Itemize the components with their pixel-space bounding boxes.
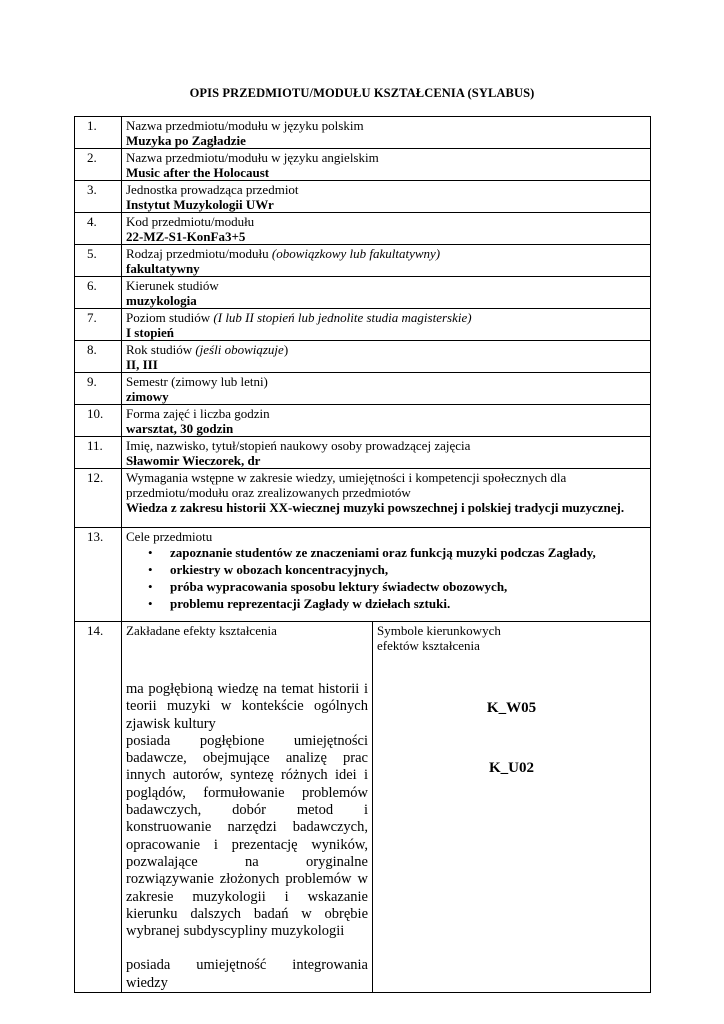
- row-label-text: Nazwa przedmiotu/modułu w języku polskim: [126, 118, 364, 133]
- table-row-2: [75, 149, 651, 181]
- row-value: I stopień: [126, 325, 175, 340]
- row-value: Wiedza z zakresu historii XX-wiecznej muzyki powszechnej i polskiej tradycji muzycznej.: [126, 500, 625, 515]
- row-value: 22-MZ-S1-KonFa3+5: [126, 229, 246, 244]
- row-number: 6.: [75, 277, 122, 309]
- row-number: 9.: [75, 373, 122, 405]
- goal-item: • próba wypracowania sposobu lektury świadectw obozowych,: [170, 578, 646, 595]
- row-number: 5.: [75, 245, 122, 277]
- row-content: [122, 149, 651, 181]
- document-title: OPIS PRZEDMIOTU/MODUŁU KSZTAŁCENIA (SYLABUS): [189, 86, 535, 100]
- row-number: 7.: [75, 309, 122, 341]
- row-number: 1.: [75, 117, 122, 149]
- table-row-8: [75, 341, 651, 373]
- row-label-note: (obowiązkowy lub fakultatywny): [271, 246, 441, 261]
- table-row-11: [75, 437, 651, 469]
- row-content: [122, 373, 651, 405]
- row-label-note: (jeśli obowiązuje: [195, 342, 284, 357]
- row-label-text: Forma zajęć i liczba godzin: [126, 406, 270, 421]
- table-row-3: [75, 181, 651, 213]
- effect-knowledge: ma pogłębioną wiedzę na temat historii i teorii muzyki w kontekście ogólnych zjawisk kultury: [126, 681, 368, 732]
- effect-competence: posiada umiejętność integrowania wiedzy: [126, 957, 368, 991]
- row-label: Wymagania wstępne w zakresie wiedzy, umiejętności i kompetencji społecznych dla przedmiotu/modułu oraz zrealizowanych przedmiotów: [126, 470, 567, 500]
- effects-label: Zakładane efekty kształcenia: [126, 623, 277, 638]
- table-row-5: [75, 245, 651, 277]
- row-content: [122, 181, 651, 213]
- row-label: Cele przedmiotu: [126, 529, 213, 544]
- row-number: 13.: [75, 528, 122, 622]
- table-row-1: [75, 117, 651, 149]
- row-label-note: (I lub II stopień lub jednolite studia magisterskie): [213, 310, 472, 325]
- syllabus-table: [74, 116, 651, 993]
- row-value: Music after the Holocaust: [126, 165, 270, 180]
- row-label: [126, 246, 646, 261]
- row-number: 3.: [75, 181, 122, 213]
- row-content: [122, 528, 651, 622]
- goal-item: • orkiestry w obozach koncentracyjnych,: [170, 561, 646, 578]
- row-label-suffix: ): [283, 342, 289, 357]
- row-content: [122, 469, 651, 528]
- effect-skills: posiada pogłębione umiejętności badawcze, obejmujące analizę prac innych autorów, syntezę różnych idei i poglądów, formułowanie problemów badawczych, dobór metod i konstruowanie narzędzi badawczych, opracowanie i prezentację wyników, pozwalające na oryginalne rozwiązywanie złożonych problemów w zakresie muzykologii i wskazanie kierunku dalszych badań w obrębie wybranej subdyscypliny muzykologii: [126, 732, 368, 940]
- row-value: Sławomir Wieczorek, dr: [126, 453, 261, 468]
- row-number: 11.: [75, 437, 122, 469]
- table-row-4: [75, 213, 651, 245]
- row-label: [126, 118, 646, 133]
- row-label-text: Poziom studiów: [126, 310, 214, 325]
- row-value: Muzyka po Zagładzie: [126, 133, 246, 148]
- goal-item: • problemu reprezentacji Zagłady w dziełach sztuki.: [170, 595, 646, 612]
- row-label: [126, 278, 646, 293]
- row-value: muzykologia: [126, 293, 197, 308]
- row-content: [122, 213, 651, 245]
- row-content: [122, 117, 651, 149]
- row-number: 14.: [75, 622, 122, 993]
- row-label-text: Rok studiów: [126, 342, 196, 357]
- row-label-text: Jednostka prowadząca przedmiot: [126, 182, 299, 197]
- row-content: [122, 437, 651, 469]
- table-row-6: [75, 277, 651, 309]
- row-content: [122, 405, 651, 437]
- symbols-cell: [373, 622, 651, 993]
- row-label: [126, 342, 646, 357]
- row-label: [126, 214, 646, 229]
- table-row-9: [75, 373, 651, 405]
- row-number: 4.: [75, 213, 122, 245]
- goals-list: [126, 544, 646, 612]
- row-label: [126, 406, 646, 421]
- row-number: 12.: [75, 469, 122, 528]
- row-label: [126, 310, 646, 325]
- symbols-label: Symbole kierunkowych efektów kształcenia: [377, 623, 501, 653]
- row-content: [122, 277, 651, 309]
- row-label-text: Imię, nazwisko, tytuł/stopień naukowy osoby prowadzącej zajęcia: [126, 438, 471, 453]
- symbol-ku02: K_U02: [489, 760, 534, 776]
- row-label: [126, 374, 646, 389]
- row-label: [126, 182, 646, 197]
- row-label-text: Kierunek studiów: [126, 278, 219, 293]
- table-row-7: [75, 309, 651, 341]
- table-row-14: [75, 622, 651, 993]
- row-label-text: Semestr (zimowy lub letni): [126, 374, 268, 389]
- row-content: [122, 341, 651, 373]
- table-row-12: [75, 469, 651, 528]
- symbol-kw05: K_W05: [486, 700, 537, 716]
- row-content: [122, 309, 651, 341]
- row-label-text: Kod przedmiotu/modułu: [126, 214, 255, 229]
- goal-item: • zapoznanie studentów ze znaczeniami oraz funkcją muzyki podczas Zagłady,: [170, 544, 646, 561]
- row-value: warsztat, 30 godzin: [126, 421, 234, 436]
- row-label-text: Rodzaj przedmiotu/modułu: [126, 246, 272, 261]
- table-row-13: [75, 528, 651, 622]
- row-number: 10.: [75, 405, 122, 437]
- row-value: Instytut Muzykologii UWr: [126, 197, 274, 212]
- effects-cell: [122, 622, 373, 993]
- row-value: II, III: [126, 357, 158, 372]
- row-value: fakultatywny: [126, 261, 200, 276]
- row-label: [126, 438, 646, 453]
- row-content: [122, 245, 651, 277]
- row-label-text: Nazwa przedmiotu/modułu w języku angielskim: [126, 150, 379, 165]
- table-row-10: [75, 405, 651, 437]
- row-label: [126, 150, 646, 165]
- row-number: 8.: [75, 341, 122, 373]
- row-value: zimowy: [126, 389, 169, 404]
- row-number: 2.: [75, 149, 122, 181]
